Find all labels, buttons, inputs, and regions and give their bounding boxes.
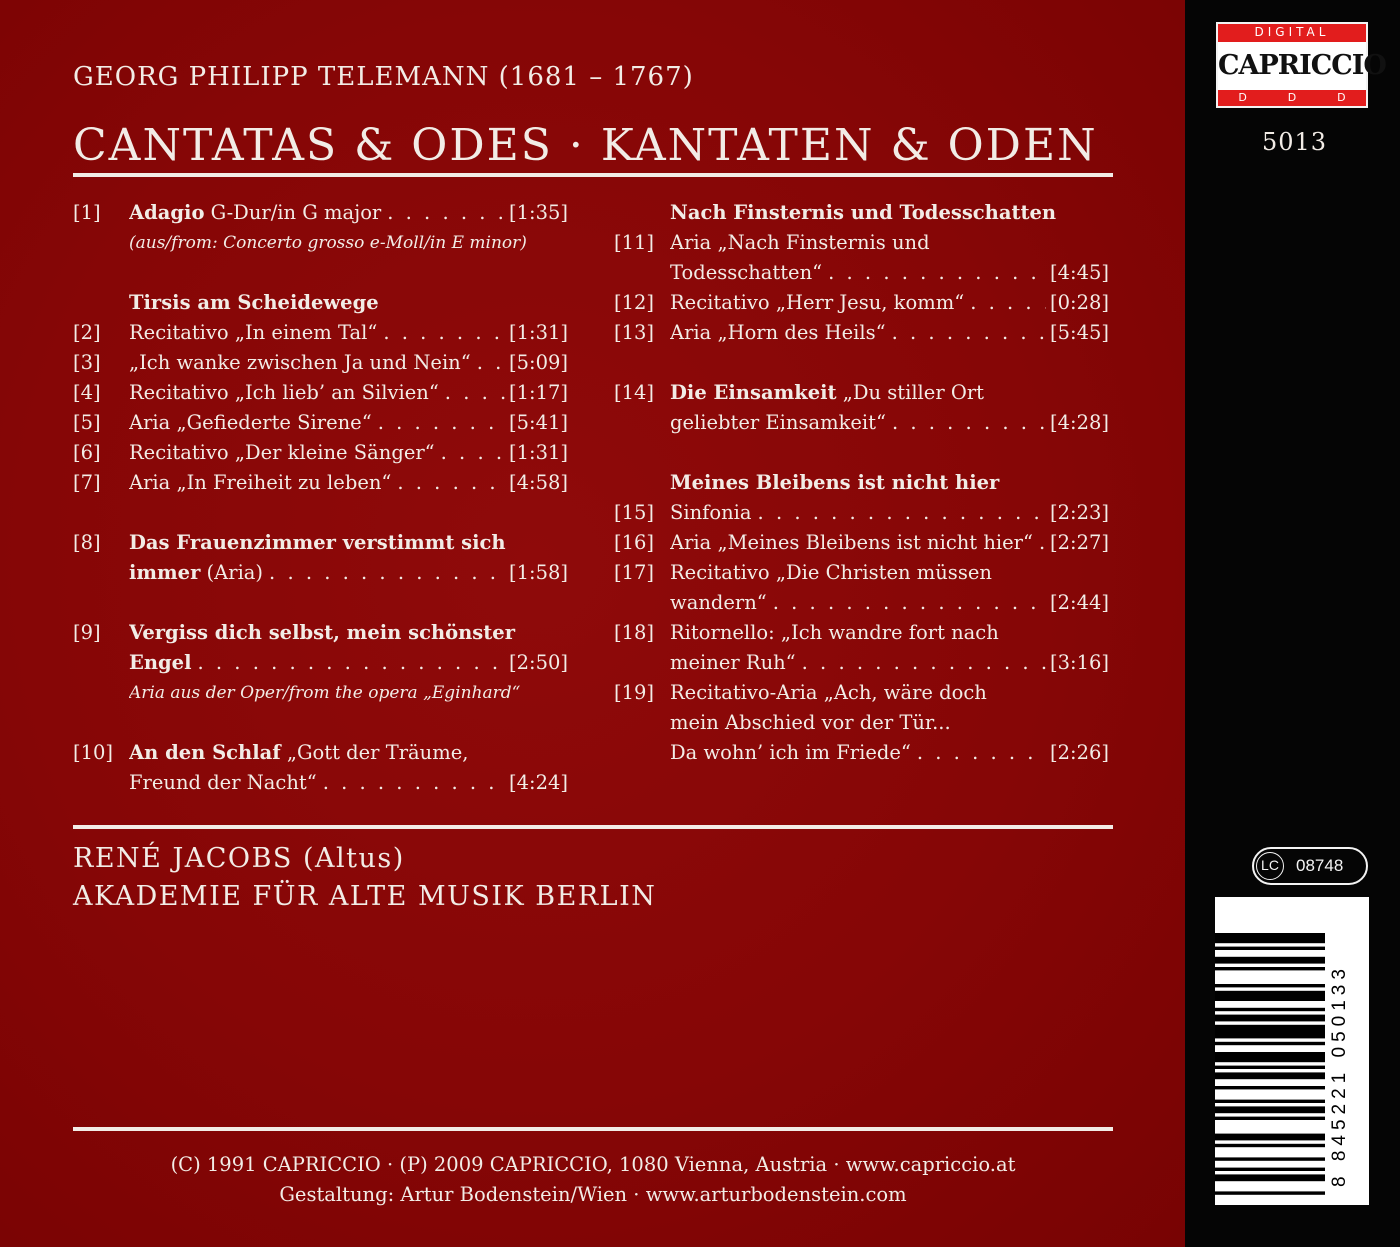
track-number: [14]: [614, 381, 655, 404]
track-body: [670, 318, 1109, 348]
track-title: Ritornello: „Ich wandre fort nach: [670, 621, 999, 644]
barcode-bar: [1215, 1168, 1325, 1171]
track-title: Recitativo „In einem Tal“: [129, 321, 378, 344]
barcode-bar: [1215, 1008, 1325, 1011]
track-number: [17]: [614, 561, 655, 584]
copyright-line: (C) 1991 CAPRICCIO · (P) 2009 CAPRICCIO, 1080 Vienna, Austria · www.capriccio.at: [170, 1153, 1016, 1176]
track-body: [129, 378, 568, 408]
track-body: [129, 738, 568, 768]
track-body: [129, 198, 568, 228]
track-body: [670, 618, 1109, 648]
track-title: G-Dur/in G major: [204, 201, 382, 224]
dot-leader: [381, 198, 505, 228]
track-duration: [5:45]: [1049, 321, 1109, 344]
track-number: [13]: [614, 321, 655, 344]
dot-leader: [317, 768, 505, 798]
spacer: [614, 438, 1109, 468]
track-line: [614, 228, 1109, 258]
design-credit-line: Gestaltung: Artur Bodenstein/Wien · www.arturbodenstein.com: [279, 1183, 907, 1206]
barcode-bar: [1215, 1157, 1325, 1160]
track-title: Freund der Nacht“: [129, 771, 317, 794]
track-number: [5]: [73, 411, 101, 434]
track-body: [670, 378, 1109, 408]
dot-leader: [377, 318, 505, 348]
work-title: Die Einsamkeit: [670, 381, 837, 404]
track-body: [129, 528, 568, 558]
track-line: [614, 588, 1109, 618]
track-body: [129, 228, 568, 258]
dot-leader: [192, 648, 505, 678]
barcode-bar: [1215, 1106, 1325, 1113]
dot-leader: [822, 258, 1046, 288]
track-title: (Aria): [200, 561, 264, 584]
track-duration: [1:17]: [508, 381, 568, 404]
work-title: Meines Bleibens ist nicht hier: [670, 471, 1000, 494]
track-line: [614, 618, 1109, 648]
track-line: [73, 558, 568, 588]
track-body: [129, 678, 568, 708]
dot-leader: [439, 378, 505, 408]
track-line: [73, 768, 568, 798]
barcode-bar: [1215, 991, 1325, 1001]
track-line: [614, 528, 1109, 558]
track-line: [614, 378, 1109, 408]
composer-heading: GEORG PHILIPP TELEMANN (1681 – 1767): [73, 62, 694, 92]
track-line: [73, 408, 568, 438]
track-title: Aria „Gefiederte Sirene“: [129, 411, 372, 434]
work-title: Nach Finsternis und Todesschatten: [670, 201, 1057, 224]
track-title: Todesschatten“: [670, 261, 823, 284]
barcode-bar: [1215, 1144, 1325, 1147]
title-rule: [73, 173, 1113, 177]
barcode-bar: [1215, 1191, 1325, 1194]
track-number: [4]: [73, 381, 101, 404]
track-title: „Ich wanke zwischen Ja und Nein“: [129, 351, 471, 374]
track-duration: [1:31]: [508, 441, 568, 464]
track-duration: [2:27]: [1049, 531, 1109, 554]
dot-leader: [1033, 528, 1046, 558]
barcode-bar: [1215, 1100, 1325, 1103]
track-duration: [4:24]: [508, 771, 568, 794]
track-body: [670, 528, 1109, 558]
dot-leader: [391, 468, 505, 498]
logo-digital-label: DIGITAL: [1254, 25, 1330, 39]
track-body: [129, 438, 568, 468]
track-number: [11]: [614, 231, 655, 254]
dot-leader: [767, 588, 1046, 618]
track-title: Recitativo „Der kleine Sänger“: [129, 441, 435, 464]
album-title: CANTATAS & ODES · KANTATEN & ODEN: [73, 120, 1098, 171]
dot-leader: [752, 498, 1046, 528]
logo-ddd-2: D: [1287, 91, 1297, 104]
track-duration: [2:44]: [1049, 591, 1109, 614]
dot-leader: [435, 438, 505, 468]
dot-leader: [471, 348, 505, 378]
track-duration: [3:16]: [1049, 651, 1109, 674]
barcode-bar: [1215, 1174, 1325, 1181]
track-body: [129, 648, 568, 678]
track-body: [670, 708, 1109, 738]
spacer: [73, 588, 568, 618]
track-number: [12]: [614, 291, 655, 314]
track-note: [73, 678, 568, 708]
barcode-bar: [1215, 933, 1325, 943]
dot-leader: [796, 648, 1046, 678]
spacer: [614, 348, 1109, 378]
barcode-bar: [1215, 984, 1325, 987]
dot-leader: [964, 288, 1046, 318]
track-line: [614, 318, 1109, 348]
track-title: „Du stiller Ort: [836, 381, 984, 404]
work-title: An den Schlaf: [129, 741, 281, 764]
work-title: immer: [129, 561, 201, 584]
track-title: Recitativo „Die Christen müssen: [670, 561, 992, 584]
track-title: geliebter Einsamkeit“: [670, 411, 886, 434]
track-body: [670, 588, 1109, 618]
logo-wordmark: CAPRICCIO: [1218, 42, 1366, 90]
track-number: [3]: [73, 351, 101, 374]
tracklist-left-column: [73, 198, 568, 798]
barcode-bar: [1215, 1134, 1325, 1141]
track-duration: [2:23]: [1049, 501, 1109, 524]
track-body: [670, 288, 1109, 318]
work-title: Engel: [129, 651, 192, 674]
track-line: [73, 438, 568, 468]
track-body: [129, 768, 568, 798]
track-line: [73, 738, 568, 768]
track-line: [614, 738, 1109, 768]
track-body: [129, 408, 568, 438]
logo-ddd-3: D: [1337, 91, 1346, 104]
track-title: „Gott der Träume,: [280, 741, 469, 764]
track-title: Aria „Nach Finsternis und: [670, 231, 930, 254]
track-line: [614, 408, 1109, 438]
track-duration: [4:58]: [508, 471, 568, 494]
barcode-digits: [1329, 1165, 1351, 1187]
track-title: Aria „In Freiheit zu leben“: [129, 471, 392, 494]
note-text: (aus/from: Concerto grosso e-Moll/in E minor): [129, 233, 527, 253]
track-number: [6]: [73, 441, 101, 464]
lc-number: 08748: [1296, 856, 1344, 875]
spacer: [73, 258, 568, 288]
track-body: [670, 558, 1109, 588]
track-duration: [1:31]: [508, 321, 568, 344]
work-heading: [614, 198, 1109, 228]
tracklist-right-column: [614, 198, 1109, 768]
footer-rule: [73, 1127, 1113, 1131]
work-title: Adagio: [129, 201, 205, 224]
track-number: [10]: [73, 741, 114, 764]
track-number: [15]: [614, 501, 655, 524]
track-body: [670, 678, 1109, 708]
track-line: [614, 558, 1109, 588]
track-title: Sinfonia: [670, 501, 752, 524]
track-number: [2]: [73, 321, 101, 344]
work-heading: [614, 468, 1109, 498]
soloist: RENÉ JACOBS (Altus): [73, 843, 405, 874]
track-body: [129, 558, 568, 588]
work-heading: [73, 288, 568, 318]
track-line: [73, 648, 568, 678]
track-line: [614, 708, 1109, 738]
barcode-bar: [1215, 1025, 1325, 1039]
dot-leader: [911, 738, 1046, 768]
track-title: Da wohn’ ich im Friede“: [670, 741, 911, 764]
track-line: [614, 288, 1109, 318]
track-line: [73, 378, 568, 408]
track-body: [670, 198, 1109, 228]
logo-ddd-1: D: [1238, 91, 1247, 104]
barcode-bar: [1215, 947, 1325, 950]
barcode-bar: [1215, 1042, 1325, 1045]
track-line: [614, 498, 1109, 528]
track-line: [614, 648, 1109, 678]
track-duration: [5:41]: [508, 411, 568, 434]
note-text: Aria aus der Oper/from the opera „Eginhard“: [129, 683, 521, 703]
track-body: [129, 348, 568, 378]
track-line: [73, 348, 568, 378]
logo-ddd-code: [1218, 90, 1366, 106]
track-line: [614, 678, 1109, 708]
track-number: [19]: [614, 681, 655, 704]
dot-leader: [263, 558, 505, 588]
track-body: [670, 228, 1109, 258]
ensemble: AKADEMIE FÜR ALTE MUSIK BERLIN: [73, 881, 657, 912]
track-body: [670, 648, 1109, 678]
dot-leader: [886, 318, 1046, 348]
track-body: [670, 738, 1109, 768]
track-line: [73, 528, 568, 558]
barcode-bar: [1215, 1015, 1325, 1022]
barcode-bar: [1215, 967, 1325, 970]
track-duration: [2:26]: [1049, 741, 1109, 764]
track-title: Recitativo-Aria „Ach, wäre doch: [670, 681, 987, 704]
track-line: [73, 468, 568, 498]
barcode-bar: [1215, 1066, 1325, 1069]
dot-leader: [886, 408, 1046, 438]
track-number: [8]: [73, 531, 101, 554]
track-body: [670, 468, 1109, 498]
track-duration: [5:09]: [508, 351, 568, 374]
track-number: [7]: [73, 471, 101, 494]
track-title: meiner Ruh“: [670, 651, 796, 674]
track-duration: [1:58]: [508, 561, 568, 584]
track-body: [670, 408, 1109, 438]
work-title: Das Frauenzimmer verstimmt sich: [129, 531, 506, 554]
track-number: [9]: [73, 621, 101, 644]
track-duration: [2:50]: [508, 651, 568, 674]
track-title: wandern“: [670, 591, 767, 614]
catalog-number: 5013: [1262, 128, 1328, 156]
spacer: [73, 708, 568, 738]
barcode-bar: [1215, 1072, 1325, 1079]
capriccio-logo: [1216, 22, 1386, 108]
track-line: [73, 198, 568, 228]
track-title: Recitativo „Herr Jesu, komm“: [670, 291, 965, 314]
track-body: [129, 618, 568, 648]
track-line: [73, 618, 568, 648]
track-note: [73, 228, 568, 258]
barcode-bar: [1215, 1086, 1325, 1089]
track-duration: [4:45]: [1049, 261, 1109, 284]
track-number: [18]: [614, 621, 655, 644]
performers-rule: [73, 825, 1113, 829]
track-title: mein Abschied vor der Tür...: [670, 711, 951, 734]
label-code-badge: [1252, 847, 1368, 885]
track-duration: [4:28]: [1049, 411, 1109, 434]
track-line: [73, 318, 568, 348]
track-number: [16]: [614, 531, 655, 554]
track-title: Recitativo „Ich lieb’ an Silvien“: [129, 381, 439, 404]
track-title: Aria „Horn des Heils“: [670, 321, 886, 344]
track-number: [1]: [73, 201, 101, 224]
spacer: [73, 498, 568, 528]
work-title: Vergiss dich selbst, mein schönster: [129, 621, 515, 644]
track-body: [670, 498, 1109, 528]
track-duration: [1:35]: [508, 201, 568, 224]
lc-circle-icon: LC: [1256, 852, 1284, 880]
track-body: [129, 318, 568, 348]
barcode-bar: [1215, 1052, 1325, 1062]
track-body: [670, 258, 1109, 288]
track-title: Aria „Meines Bleibens ist nicht hier“: [670, 531, 1033, 554]
dot-leader: [372, 408, 505, 438]
track-duration: [0:28]: [1049, 291, 1109, 314]
track-body: [129, 288, 568, 318]
barcode-bar: [1215, 1117, 1325, 1120]
barcode-bar: [1215, 957, 1325, 964]
work-title: Tirsis am Scheidewege: [129, 291, 379, 314]
track-line: [614, 258, 1109, 288]
track-body: [129, 468, 568, 498]
